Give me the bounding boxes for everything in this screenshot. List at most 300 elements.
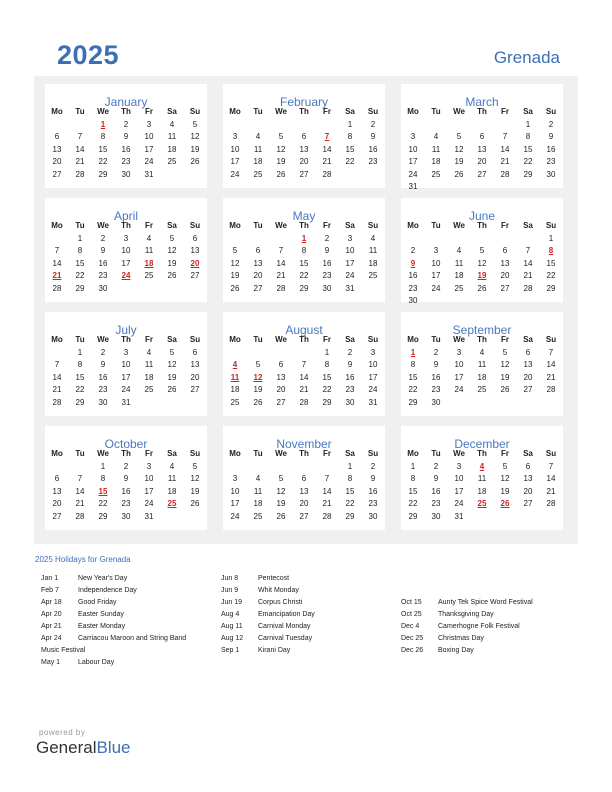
day-cell: 3 xyxy=(370,348,376,357)
day-cell: 3 xyxy=(456,462,462,471)
day-cell: 6 xyxy=(54,132,60,142)
month-january xyxy=(45,84,207,188)
holiday-name: Christmas Day xyxy=(438,635,484,642)
day-cell: 30 xyxy=(368,511,378,521)
day-cell: 14 xyxy=(276,258,286,268)
day-cell: 10 xyxy=(144,132,154,142)
day-cell: 7 xyxy=(301,360,307,370)
day-cell: 9 xyxy=(123,132,129,142)
day-cell: 7 xyxy=(502,132,508,142)
day-cell: 24 xyxy=(230,511,240,521)
day-cell: 29 xyxy=(75,397,85,407)
day-cell: 4 xyxy=(255,132,261,142)
holiday-date: May 1 xyxy=(41,659,61,666)
month-name: December xyxy=(454,437,510,451)
day-cell: 24 xyxy=(230,169,240,179)
weekday-label: Su xyxy=(189,107,201,116)
day-cell: 13 xyxy=(500,258,510,268)
day-cell: 13 xyxy=(477,144,487,154)
weekday-label: We xyxy=(97,449,109,458)
holiday-day-cell: 7 xyxy=(324,132,330,142)
day-cell: 21 xyxy=(322,157,332,167)
month-february xyxy=(223,84,385,188)
day-cell: 10 xyxy=(368,360,378,370)
weekday-label: Su xyxy=(545,335,557,344)
day-cell: 8 xyxy=(324,360,330,370)
weekday-label: Th xyxy=(477,221,487,230)
holiday-name: Thanksgiving Day xyxy=(438,611,494,618)
weekday-label: Fr xyxy=(501,449,509,458)
day-cell: 19 xyxy=(500,372,510,382)
day-cell: 15 xyxy=(299,258,309,268)
weekday-label: Sa xyxy=(523,107,533,116)
day-cell: 18 xyxy=(477,486,487,496)
weekday-label: Sa xyxy=(345,221,355,230)
day-cell: 9 xyxy=(100,246,106,256)
day-cell: 3 xyxy=(123,348,129,357)
day-cell: 3 xyxy=(410,132,416,142)
month-october xyxy=(45,426,207,530)
holiday-name: Carnival Monday xyxy=(258,623,311,630)
day-cell: 15 xyxy=(523,144,533,154)
holidays-title: 2025 Holidays for Grenada xyxy=(35,555,131,564)
day-cell: 7 xyxy=(548,462,554,471)
day-cell: 30 xyxy=(408,296,418,305)
day-cell: 11 xyxy=(167,132,177,142)
day-cell: 22 xyxy=(523,157,533,167)
day-cell: 4 xyxy=(479,348,485,357)
day-cell: 31 xyxy=(144,511,154,521)
weekday-label: We xyxy=(275,107,287,116)
day-cell: 30 xyxy=(431,397,441,407)
weekday-label: Th xyxy=(477,449,487,458)
weekday-label: We xyxy=(275,335,287,344)
day-cell: 11 xyxy=(477,360,487,370)
day-cell: 11 xyxy=(454,258,464,268)
day-cell: 2 xyxy=(100,234,106,243)
day-cell: 16 xyxy=(368,486,378,496)
holiday-name: Corpus Christi xyxy=(258,599,303,606)
holiday-day-cell: 18 xyxy=(144,258,154,268)
holiday-day-cell: 20 xyxy=(190,258,200,268)
day-cell: 10 xyxy=(345,246,355,256)
day-cell: 8 xyxy=(77,360,83,370)
day-cell: 16 xyxy=(368,144,378,154)
month-name: September xyxy=(452,323,512,337)
day-cell: 28 xyxy=(500,169,510,179)
day-cell: 6 xyxy=(301,474,307,484)
day-cell: 27 xyxy=(276,397,286,407)
weekday-label: Tu xyxy=(253,221,263,230)
day-cell: 7 xyxy=(54,360,60,370)
day-cell: 12 xyxy=(276,486,286,496)
day-cell: 10 xyxy=(454,474,464,484)
day-cell: 14 xyxy=(322,144,332,154)
day-cell: 16 xyxy=(431,372,441,382)
day-cell: 19 xyxy=(190,144,200,154)
weekday-label: Mo xyxy=(51,221,63,230)
day-cell: 5 xyxy=(232,246,238,256)
day-cell: 5 xyxy=(456,132,462,142)
day-cell: 16 xyxy=(121,144,131,154)
day-cell: 12 xyxy=(477,258,487,268)
holiday-day-cell: 4 xyxy=(232,360,238,370)
day-cell: 2 xyxy=(100,348,106,357)
day-cell: 30 xyxy=(546,169,556,179)
weekday-label: Su xyxy=(367,221,379,230)
day-cell: 30 xyxy=(322,283,332,293)
holiday-day-cell: 1 xyxy=(410,348,416,357)
day-cell: 17 xyxy=(121,372,131,382)
day-cell: 25 xyxy=(167,157,177,167)
weekday-label: We xyxy=(275,449,287,458)
day-cell: 22 xyxy=(299,271,309,281)
day-cell: 16 xyxy=(98,258,108,268)
holiday-day-cell: 25 xyxy=(167,499,177,509)
day-cell: 7 xyxy=(278,246,284,256)
day-cell: 3 xyxy=(146,120,152,129)
day-cell: 4 xyxy=(146,348,152,357)
day-cell: 1 xyxy=(324,348,330,357)
day-cell: 25 xyxy=(477,385,487,395)
day-cell: 27 xyxy=(523,385,533,395)
day-cell: 22 xyxy=(75,271,85,281)
day-cell: 5 xyxy=(479,246,485,256)
holiday-name: Independence Day xyxy=(78,587,137,594)
day-cell: 21 xyxy=(75,157,85,167)
day-cell: 17 xyxy=(454,486,464,496)
day-cell: 19 xyxy=(167,258,177,268)
day-cell: 16 xyxy=(546,144,556,154)
weekday-label: Mo xyxy=(407,221,419,230)
day-cell: 29 xyxy=(322,397,332,407)
weekday-label: Sa xyxy=(523,335,533,344)
weekday-label: Su xyxy=(189,335,201,344)
holiday-date: Jun 9 xyxy=(221,587,239,594)
weekday-label: Th xyxy=(299,449,309,458)
day-cell: 20 xyxy=(523,372,533,382)
day-cell: 8 xyxy=(77,246,83,256)
weekday-label: Sa xyxy=(167,221,177,230)
day-cell: 6 xyxy=(502,246,508,256)
day-cell: 20 xyxy=(500,271,510,281)
day-cell: 12 xyxy=(190,132,200,142)
weekday-label: Mo xyxy=(229,107,241,116)
holiday-name: Carriacou Maroon and String Band xyxy=(78,635,187,642)
weekday-label: Tu xyxy=(431,335,441,344)
day-cell: 29 xyxy=(98,511,108,521)
day-cell: 17 xyxy=(121,258,131,268)
day-cell: 27 xyxy=(500,283,510,293)
weekday-label: Fr xyxy=(501,335,509,344)
day-cell: 30 xyxy=(98,397,108,407)
holiday-date: Apr 24 xyxy=(41,635,62,642)
month-name: March xyxy=(465,95,499,109)
brand-part-general: General xyxy=(36,738,97,757)
day-cell: 24 xyxy=(121,385,131,395)
weekday-label: Mo xyxy=(407,449,419,458)
day-cell: 12 xyxy=(500,474,510,484)
day-cell: 23 xyxy=(98,271,108,281)
weekday-label: Mo xyxy=(51,449,63,458)
day-cell: 23 xyxy=(368,157,378,167)
day-cell: 4 xyxy=(370,234,376,243)
day-cell: 21 xyxy=(546,372,556,382)
day-cell: 13 xyxy=(299,486,309,496)
day-cell: 3 xyxy=(123,234,129,243)
day-cell: 10 xyxy=(408,144,418,154)
month-name: November xyxy=(276,437,332,451)
day-cell: 3 xyxy=(433,246,439,256)
holiday-name: Kirani Day xyxy=(258,647,291,654)
day-cell: 29 xyxy=(408,511,418,521)
day-cell: 5 xyxy=(278,132,284,142)
day-cell: 9 xyxy=(123,474,129,484)
weekday-label: Th xyxy=(121,221,131,230)
day-cell: 5 xyxy=(255,360,261,370)
day-cell: 14 xyxy=(523,258,533,268)
day-cell: 12 xyxy=(230,258,240,268)
day-cell: 2 xyxy=(410,246,416,256)
holiday-name: New Year's Day xyxy=(78,575,128,582)
weekday-label: Su xyxy=(189,449,201,458)
day-cell: 11 xyxy=(144,360,154,370)
year-title: 2025 xyxy=(57,40,120,70)
day-cell: 31 xyxy=(454,511,464,521)
day-cell: 18 xyxy=(144,372,154,382)
day-cell: 28 xyxy=(322,169,332,179)
day-cell: 23 xyxy=(98,385,108,395)
weekday-label: Mo xyxy=(51,107,63,116)
weekday-label: Tu xyxy=(253,107,263,116)
day-cell: 24 xyxy=(144,157,154,167)
day-cell: 22 xyxy=(345,157,355,167)
holiday-date: Aug 11 xyxy=(221,623,243,630)
day-cell: 2 xyxy=(548,120,554,129)
day-cell: 19 xyxy=(500,486,510,496)
day-cell: 10 xyxy=(230,486,240,496)
day-cell: 10 xyxy=(121,360,131,370)
day-cell: 2 xyxy=(370,462,376,471)
day-cell: 16 xyxy=(322,258,332,268)
day-cell: 22 xyxy=(75,385,85,395)
weekday-label: Su xyxy=(367,449,379,458)
day-cell: 17 xyxy=(408,157,418,167)
day-cell: 1 xyxy=(410,462,416,471)
day-cell: 6 xyxy=(192,348,198,357)
day-cell: 9 xyxy=(433,360,439,370)
day-cell: 22 xyxy=(322,385,332,395)
day-cell: 22 xyxy=(98,157,108,167)
holiday-name: Pentecost xyxy=(258,575,290,582)
day-cell: 10 xyxy=(230,144,240,154)
day-cell: 1 xyxy=(548,234,554,243)
day-cell: 20 xyxy=(190,372,200,382)
day-cell: 8 xyxy=(410,360,416,370)
day-cell: 17 xyxy=(454,372,464,382)
day-cell: 15 xyxy=(408,372,418,382)
day-cell: 23 xyxy=(408,283,418,293)
day-cell: 10 xyxy=(454,360,464,370)
day-cell: 27 xyxy=(253,283,263,293)
day-cell: 28 xyxy=(299,397,309,407)
day-cell: 19 xyxy=(190,486,200,496)
holiday-name: Boxing Day xyxy=(438,647,474,654)
holiday-day-cell: 1 xyxy=(100,120,106,129)
day-cell: 6 xyxy=(255,246,261,256)
day-cell: 17 xyxy=(431,271,441,281)
weekday-label: Th xyxy=(299,335,309,344)
weekday-label: Th xyxy=(121,449,131,458)
day-cell: 11 xyxy=(368,246,378,256)
month-name: February xyxy=(279,95,329,109)
day-cell: 15 xyxy=(546,258,556,268)
day-cell: 3 xyxy=(232,474,238,484)
day-cell: 19 xyxy=(454,157,464,167)
month-september xyxy=(401,312,563,416)
day-cell: 26 xyxy=(276,511,286,521)
day-cell: 10 xyxy=(144,474,154,484)
day-cell: 21 xyxy=(75,499,85,509)
weekday-label: Th xyxy=(121,335,131,344)
weekday-label: Su xyxy=(189,221,201,230)
month-june xyxy=(401,198,563,305)
month-name: January xyxy=(104,95,148,109)
holiday-day-cell: 15 xyxy=(98,486,108,496)
day-cell: 31 xyxy=(408,182,418,191)
holiday-name: Easter Sunday xyxy=(78,611,124,618)
day-cell: 10 xyxy=(121,246,131,256)
day-cell: 23 xyxy=(431,499,441,509)
weekday-label: Sa xyxy=(167,107,177,116)
day-cell: 25 xyxy=(253,169,263,179)
day-cell: 16 xyxy=(431,486,441,496)
day-cell: 15 xyxy=(345,144,355,154)
day-cell: 26 xyxy=(477,283,487,293)
day-cell: 19 xyxy=(276,157,286,167)
day-cell: 28 xyxy=(52,397,62,407)
day-cell: 30 xyxy=(121,511,131,521)
weekday-label: Mo xyxy=(229,335,241,344)
day-cell: 9 xyxy=(324,246,330,256)
weekday-label: Fr xyxy=(323,107,331,116)
holiday-date: Jun 19 xyxy=(221,599,243,606)
month-august xyxy=(223,312,385,416)
holiday-name: Carnival Tuesday xyxy=(258,635,313,642)
weekday-label: We xyxy=(97,221,109,230)
day-cell: 23 xyxy=(121,499,131,509)
weekday-label: Th xyxy=(121,107,131,116)
day-cell: 28 xyxy=(546,499,556,509)
day-cell: 11 xyxy=(167,474,177,484)
month-name: August xyxy=(285,323,323,337)
day-cell: 25 xyxy=(431,169,441,179)
day-cell: 9 xyxy=(347,360,353,370)
day-cell: 12 xyxy=(454,144,464,154)
day-cell: 17 xyxy=(368,372,378,382)
day-cell: 15 xyxy=(345,486,355,496)
holiday-date: Oct 25 xyxy=(401,611,422,618)
day-cell: 14 xyxy=(299,372,309,382)
holiday-name: Emancipation Day xyxy=(258,611,315,618)
day-cell: 13 xyxy=(253,258,263,268)
day-cell: 29 xyxy=(408,397,418,407)
weekday-label: Th xyxy=(477,335,487,344)
day-cell: 21 xyxy=(299,385,309,395)
day-cell: 9 xyxy=(370,132,376,142)
weekday-label: We xyxy=(97,107,109,116)
day-cell: 26 xyxy=(500,385,510,395)
day-cell: 23 xyxy=(345,385,355,395)
weekday-label: Su xyxy=(545,221,557,230)
day-cell: 24 xyxy=(144,499,154,509)
day-cell: 25 xyxy=(253,511,263,521)
day-cell: 17 xyxy=(230,499,240,509)
holiday-date: Aug 4 xyxy=(221,611,240,618)
day-cell: 8 xyxy=(301,246,307,256)
weekday-label: Sa xyxy=(345,335,355,344)
day-cell: 21 xyxy=(276,271,286,281)
weekday-label: Th xyxy=(299,221,309,230)
day-cell: 27 xyxy=(52,511,62,521)
day-cell: 24 xyxy=(431,283,441,293)
weekday-label: Mo xyxy=(229,449,241,458)
day-cell: 24 xyxy=(408,169,418,179)
day-cell: 15 xyxy=(322,372,332,382)
day-cell: 22 xyxy=(408,385,418,395)
day-cell: 27 xyxy=(190,271,200,281)
month-name: July xyxy=(115,323,137,337)
day-cell: 27 xyxy=(190,385,200,395)
weekday-label: Sa xyxy=(345,449,355,458)
day-cell: 24 xyxy=(368,385,378,395)
day-cell: 13 xyxy=(52,144,62,154)
day-cell: 18 xyxy=(253,499,263,509)
weekday-label: Fr xyxy=(145,449,153,458)
weekday-label: Tu xyxy=(75,107,85,116)
day-cell: 19 xyxy=(230,271,240,281)
holiday-date: Feb 7 xyxy=(41,587,59,594)
day-cell: 21 xyxy=(546,486,556,496)
day-cell: 14 xyxy=(75,144,85,154)
holiday-day-cell: 9 xyxy=(410,258,416,268)
day-cell: 20 xyxy=(523,486,533,496)
day-cell: 26 xyxy=(167,385,177,395)
day-cell: 28 xyxy=(523,283,533,293)
day-cell: 10 xyxy=(431,258,441,268)
weekday-label: Sa xyxy=(523,449,533,458)
day-cell: 6 xyxy=(525,348,531,357)
day-cell: 27 xyxy=(299,169,309,179)
holiday-day-cell: 8 xyxy=(548,246,554,256)
day-cell: 26 xyxy=(454,169,464,179)
day-cell: 23 xyxy=(121,157,131,167)
holiday-date: Apr 20 xyxy=(41,611,62,618)
day-cell: 28 xyxy=(75,169,85,179)
day-cell: 16 xyxy=(121,486,131,496)
day-cell: 29 xyxy=(546,283,556,293)
day-cell: 26 xyxy=(190,157,200,167)
day-cell: 22 xyxy=(546,271,556,281)
day-cell: 8 xyxy=(100,132,106,142)
weekday-label: Mo xyxy=(51,335,63,344)
weekday-label: Tu xyxy=(75,335,85,344)
day-cell: 31 xyxy=(144,169,154,179)
weekday-label: Fr xyxy=(145,335,153,344)
day-cell: 5 xyxy=(169,234,175,243)
day-cell: 25 xyxy=(368,271,378,281)
day-cell: 6 xyxy=(525,462,531,471)
